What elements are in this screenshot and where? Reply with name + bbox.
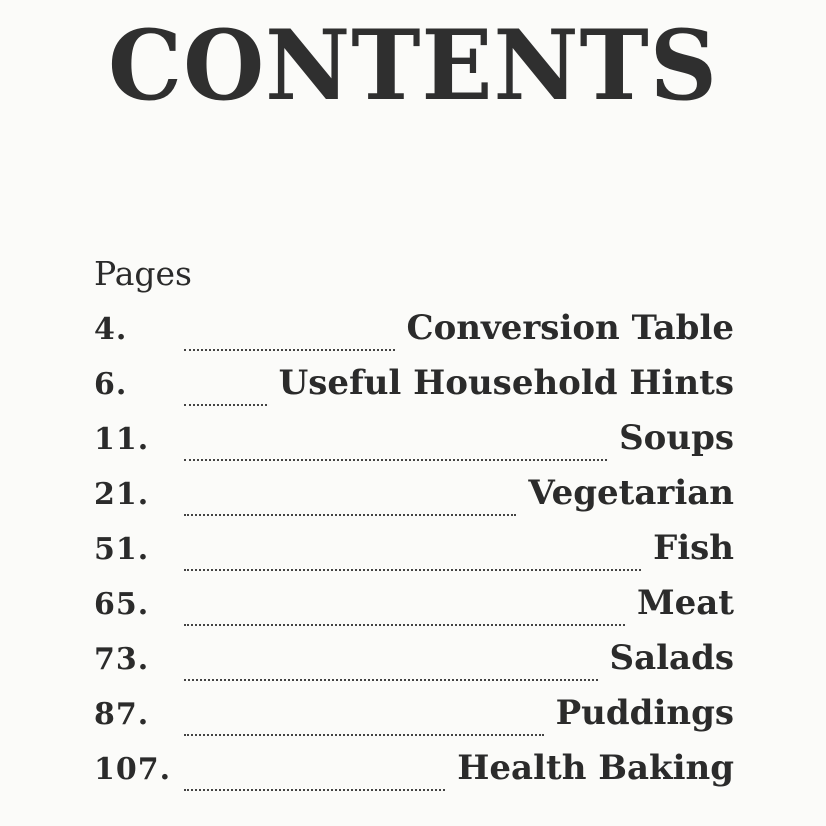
dot-leader [184, 459, 607, 461]
toc-entry [94, 473, 734, 528]
entry-title: Soups [619, 418, 734, 458]
page-number: 4. [94, 312, 128, 347]
dot-leader [184, 349, 395, 351]
contents-list [94, 308, 734, 803]
entry-title: Fish [653, 528, 734, 568]
toc-entry [94, 748, 734, 803]
toc-entry [94, 528, 734, 583]
dot-leader [184, 789, 445, 791]
dot-leader [184, 404, 267, 406]
page-number: 107. [94, 752, 172, 787]
entry-title: Salads [609, 638, 734, 678]
page-number: 65. [94, 587, 150, 622]
toc-entry [94, 363, 734, 418]
entry-title: Puddings [555, 693, 734, 733]
dot-leader [184, 734, 544, 736]
dot-leader [184, 624, 625, 626]
entry-title: Conversion Table [406, 308, 734, 348]
page-number: 11. [94, 422, 150, 457]
entry-title: Useful Household Hints [278, 363, 734, 403]
toc-entry [94, 638, 734, 693]
page-number: 6. [94, 367, 128, 402]
entry-title: Health Baking [457, 748, 734, 788]
entry-title: Vegetarian [528, 473, 734, 513]
toc-entry [94, 583, 734, 638]
toc-entry [94, 693, 734, 748]
toc-entry [94, 308, 734, 363]
page-number: 21. [94, 477, 150, 512]
toc-entry [94, 418, 734, 473]
page-number: 51. [94, 532, 150, 567]
dot-leader [184, 514, 516, 516]
page-title: CONTENTS [107, 9, 719, 122]
dot-leader [184, 679, 598, 681]
entry-title: Meat [636, 583, 734, 623]
page-number: 87. [94, 697, 150, 732]
page-number: 73. [94, 642, 150, 677]
dot-leader [184, 569, 641, 571]
pages-label: Pages [94, 254, 192, 293]
